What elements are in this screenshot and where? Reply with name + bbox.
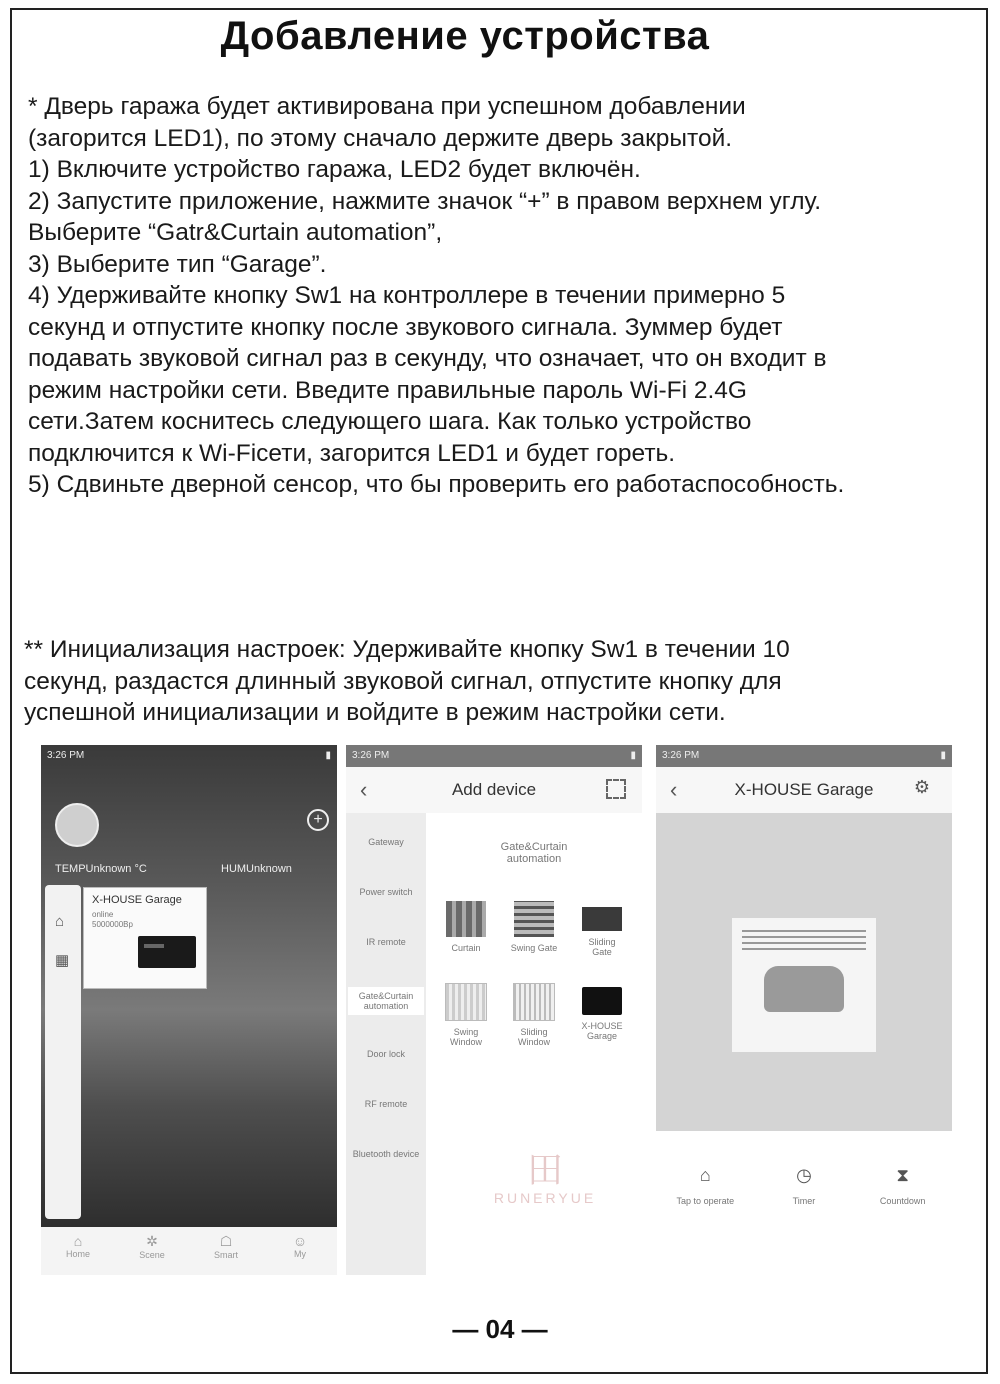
- text-line: сети.Затем коснитесь следующего шага. Как только устройство: [28, 408, 752, 435]
- watermark: [470, 1150, 620, 1206]
- control-label: Tap to operate: [676, 1196, 735, 1206]
- text-line: секунд, раздастся длинный звуковой сигнал, отпустите кнопку для: [24, 667, 782, 695]
- text-line: секунд и отпустите кнопку после звукового сигнала. Зуммер будет: [28, 313, 783, 341]
- room-sidebar: [45, 885, 81, 1219]
- group-title-line: Gate&Curtain: [500, 841, 568, 853]
- device-type-label: Sliding: [588, 937, 616, 947]
- text-line: подключится к Wi-Ficети, загорится LED1 и будет гореть.: [28, 439, 676, 467]
- status-time: 3:26 PM: [352, 750, 390, 761]
- temperature-label: TEMPUnknown °C: [55, 863, 147, 875]
- curtain-image: [446, 901, 486, 937]
- battery-icon: ▮: [630, 750, 636, 761]
- device-type-label: Curtain: [451, 943, 481, 953]
- tab-label: Scene: [139, 1250, 165, 1260]
- watermark-logo-icon: ⽥: [526, 1149, 563, 1190]
- device-type-label: Gate: [592, 947, 612, 957]
- grid-icon[interactable]: ▦: [55, 952, 70, 969]
- text-line: успешной инициализации и войдите в режим настройки сети.: [24, 699, 726, 726]
- instructions-block: [28, 91, 978, 501]
- device-type-label: Garage: [586, 1031, 618, 1041]
- screen-title: X-HOUSE Garage: [734, 780, 874, 799]
- garage-status-panel: [656, 813, 952, 1131]
- device-status-line: 5000000Bp: [92, 920, 133, 929]
- group-title-line: automation: [506, 853, 562, 865]
- status-bar: [41, 745, 337, 767]
- text-line: ** Инициализация настроек: Удерживайте кнопку Sw1 в течении 10: [24, 636, 790, 663]
- home-tab-icon: ⌂: [73, 1233, 83, 1249]
- control-label: Countdown: [879, 1196, 926, 1206]
- sliding-window-image: [513, 983, 555, 1021]
- tab-my[interactable]: [270, 1229, 330, 1275]
- user-tab-icon: ☺: [292, 1233, 308, 1249]
- back-icon[interactable]: ‹: [670, 777, 678, 802]
- controller-device-image: [138, 936, 196, 968]
- battery-icon: ▮: [940, 750, 946, 761]
- screen-title: Add device: [451, 780, 537, 799]
- status-bar: [656, 745, 952, 767]
- tab-scene[interactable]: [122, 1229, 182, 1275]
- timer-button[interactable]: [759, 1165, 849, 1206]
- nav-bar: [656, 767, 952, 814]
- text-line: * Дверь гаража будет активирована при успешном добавлении: [28, 93, 746, 120]
- screenshot-home: [41, 745, 337, 1275]
- text-line: (загорится LED1), по этому сначало держите дверь закрытой.: [28, 124, 733, 152]
- garage-controller-image: [582, 987, 622, 1015]
- bottom-tab-bar: [41, 1229, 337, 1275]
- category-item[interactable]: RF remote: [364, 1099, 408, 1109]
- device-type-swing-window[interactable]: [436, 983, 496, 1047]
- text-line: Выберите “Gatr&Curtain automation”,: [28, 219, 443, 246]
- car-shape: [764, 966, 844, 1012]
- device-status-line: online: [92, 910, 114, 919]
- battery-icon: ▮: [325, 750, 331, 761]
- screenshot-garage-control: [656, 745, 952, 1275]
- text-line: режим настройки сети. Введите правильные пароль Wi-Fi 2.4G: [28, 376, 747, 404]
- device-type-sliding-gate[interactable]: [572, 901, 632, 957]
- category-item[interactable]: IR remote: [366, 937, 406, 947]
- device-name: X-HOUSE Garage: [92, 894, 182, 906]
- clock-icon: ◷: [796, 1165, 812, 1185]
- text-line: 3) Выберите тип “Garage”.: [28, 250, 327, 278]
- category-item[interactable]: Bluetooth device: [352, 1149, 420, 1159]
- device-type-label: Window: [449, 1037, 482, 1047]
- device-type-label: Swing Gate: [510, 943, 558, 953]
- category-item[interactable]: Gateway: [368, 837, 404, 847]
- category-item-selected[interactable]: Gate&Curtain automation: [348, 987, 424, 1015]
- scene-tab-icon: ✲: [146, 1233, 158, 1249]
- garage-small-icon: ⌂: [699, 1165, 711, 1185]
- group-title: [426, 841, 642, 865]
- watermark-text: RUNERYUE: [493, 1190, 597, 1206]
- category-item[interactable]: Door lock: [366, 1049, 405, 1059]
- tab-label: Home: [65, 1249, 90, 1259]
- hourglass-icon: ⧗: [896, 1165, 909, 1185]
- swing-window-image: [445, 983, 487, 1021]
- tab-home[interactable]: [48, 1229, 108, 1275]
- humidity-label: HUMUnknown: [221, 863, 292, 875]
- device-type-label: Swing: [453, 1027, 479, 1037]
- category-item[interactable]: Power switch: [359, 887, 413, 897]
- category-sidebar: [346, 813, 426, 1275]
- swing-gate-image: [514, 901, 554, 937]
- garage-icon[interactable]: [732, 918, 876, 1052]
- control-bar: [656, 1165, 952, 1206]
- device-status: [92, 910, 133, 930]
- text-line: 1) Включите устройство гаража, LED2 будет включён.: [28, 156, 641, 183]
- home-icon[interactable]: ⌂: [55, 913, 65, 930]
- status-time: 3:26 PM: [47, 750, 85, 761]
- text-line: 4) Удерживайте кнопку Sw1 на контроллере в течении примерно 5: [28, 282, 786, 309]
- page-number: — 04 —: [452, 1314, 548, 1344]
- text-line: 5) Сдвиньте дверной сенсор, что бы проверить его работаспособность.: [28, 471, 845, 498]
- text-line: 2) Запустите приложение, нажмите значок “+” в правом верхнем углу.: [28, 187, 822, 215]
- scan-icon[interactable]: [606, 779, 626, 799]
- nav-bar: [346, 767, 642, 814]
- control-label: Timer: [792, 1196, 816, 1206]
- avatar[interactable]: [55, 803, 99, 847]
- countdown-button[interactable]: [858, 1165, 948, 1206]
- text-line: подавать звуковой сигнал раз в секунду, что означает, что он входит в: [28, 345, 827, 372]
- device-type-label: X-HOUSE: [581, 1021, 623, 1031]
- device-type-label: Sliding: [520, 1027, 548, 1037]
- tab-label: Smart: [213, 1250, 238, 1260]
- tap-to-operate-button[interactable]: [660, 1165, 750, 1206]
- back-icon[interactable]: ‹: [360, 777, 368, 802]
- tab-label: My: [294, 1249, 306, 1259]
- page-title: Добавление устройства: [220, 14, 710, 58]
- smart-tab-icon: ☖: [219, 1233, 233, 1249]
- device-type-label: Window: [517, 1037, 550, 1047]
- tab-smart[interactable]: [196, 1229, 256, 1275]
- status-bar: [346, 745, 642, 767]
- device-card[interactable]: [83, 887, 207, 989]
- sliding-gate-image: [582, 907, 622, 931]
- add-icon[interactable]: +: [307, 809, 329, 831]
- device-type-swing-gate[interactable]: [504, 901, 564, 953]
- reset-note: [24, 634, 974, 729]
- gear-icon[interactable]: ⚙: [913, 777, 930, 797]
- device-type-sliding-window[interactable]: [504, 983, 564, 1047]
- device-type-curtain[interactable]: [436, 901, 496, 953]
- device-type-xhouse-garage[interactable]: [572, 983, 632, 1041]
- status-time: 3:26 PM: [662, 750, 700, 761]
- garage-door-shape: [742, 928, 866, 950]
